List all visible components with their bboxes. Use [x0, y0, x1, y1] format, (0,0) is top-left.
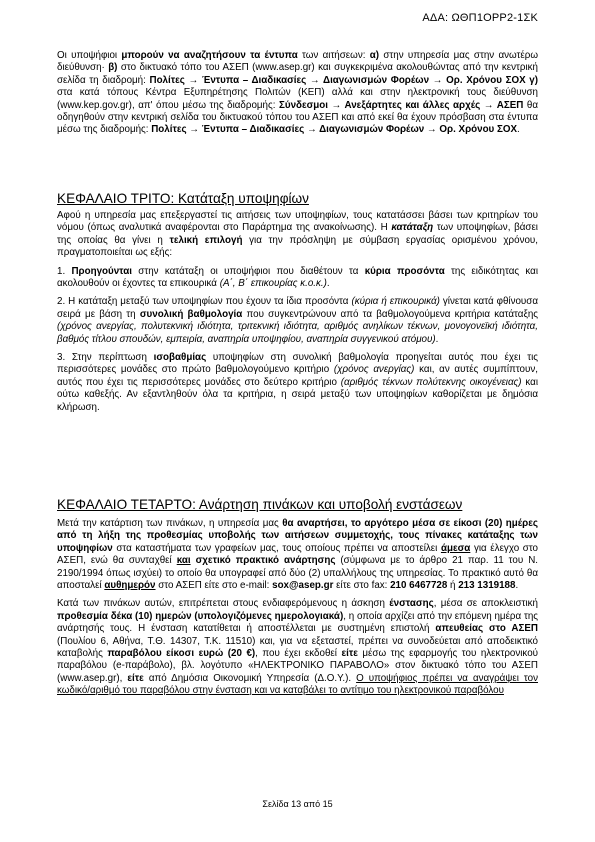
text-run: Μετά την κατάρτιση των πινάκων, η υπηρεσία μας	[57, 518, 283, 529]
text-run: .	[326, 278, 330, 290]
text-run: 1.	[57, 265, 72, 277]
text-run: για έλεγχο στο ΑΣΕΠ, ενώ θα συνταχθεί	[57, 542, 538, 567]
text-run: από Δημόσια Οικονομική Υπηρεσία (Δ.Ο.Υ.).	[143, 672, 357, 684]
text-run: , μέσα σε αποκλειστική	[433, 598, 538, 610]
text-run-bold: κύρια προσόντα	[364, 265, 445, 277]
text-run-italic: (κύρια ή επικουρικά)	[351, 296, 440, 308]
chapter3-paragraph-1	[57, 210, 538, 260]
intro-section	[57, 50, 538, 137]
chapter4-heading: ΚΕΦΑΛΑΙΟ ΤΕΤΑΡΤΟ: Ανάρτηση πινάκων και υποβολή ενστάσεων	[57, 497, 463, 512]
text-run: 2. Η κατάταξη μεταξύ των υποψηφίων που έχουν τα ίδια προσόντα	[57, 296, 352, 308]
chapter3-paragraph-4	[57, 352, 538, 414]
text-run: ή	[447, 580, 459, 592]
text-run-bold-underlined: άμεσα	[440, 542, 471, 554]
text-run: στα κατά τόπους Κέντρα Εξυπηρέτησης Πολιτών (ΚΕΠ) αλλά και στην ηλεκτρονική τους διεύθυνση (www.kep.gov.gr), απ' όπου μέσω της διαδρομής:	[57, 87, 538, 111]
text-run: , που έχει εκδοθεί	[255, 648, 342, 660]
intro-paragraph	[57, 50, 538, 137]
email-address: sox@asep.gr	[272, 580, 334, 592]
navigation-path-forms: Πολίτες → Έντυπα – Διαδικασίες → Διαγωνισμών Φορέων → Ορ. Χρόνου ΣΟΧ	[151, 124, 518, 136]
chapter3-paragraph-2	[57, 266, 538, 291]
text-run: θα οδηγηθούν στην κεντρική σελίδα του δικτυακού τόπου του ΑΣΕΠ και από εκεί θα έχουν πρόσβαση στα έντυπα μέσω της διαδρομής:	[57, 99, 538, 136]
text-run: στην κατάταξη οι υποψήφιοι που διαθέτουν τα	[132, 265, 365, 277]
text-run-italic: (αριθμός τέκνων πολύτεκνης οικογένειας)	[340, 376, 522, 388]
text-run-bold: απευθείας στο ΑΣΕΠ	[435, 623, 538, 635]
text-run: Οι υποψήφιοι	[57, 50, 122, 61]
text-run: που συγκεντρώνουν από τα βαθμολογούμενα κριτήρια κατάταξης	[242, 308, 539, 320]
fax-number: 213 1319188	[458, 580, 516, 592]
text-run-bold: είτε	[341, 648, 358, 660]
text-run: μέσω της εφαρμογής του ηλεκτρονικού παραβόλου (e-παράβολο), βλ. λογότυπο «ΗΛΕΚΤΡΟΝΙΚΟ ΠΑΡΑΒΟΛΟ» στον δικτυακό τόπο του ΑΣΕΠ (www.asep.gr),	[57, 648, 538, 684]
text-run: και ούτω καθεξής. Αν εξαντληθούν όλα τα κριτήρια, η σειρά μεταξύ των υποψηφίων καθορίζεται με δημόσια κλήρωση.	[57, 376, 538, 413]
text-run: .	[517, 124, 520, 136]
text-run-emphasis: κατάταξη	[391, 222, 434, 234]
text-run: είτε στο fax:	[333, 580, 391, 592]
text-run: γίνεται κατά φθίνουσα σειρά με βάση τη	[57, 296, 539, 320]
text-run: των αιτήσεων:	[297, 50, 370, 61]
text-run: , η οποία αρχίζει από την επόμενη ημέρα της ανάρτησής τους. Η ένσταση κατατίθεται ή αποστέλλεται με συστημένη επιστολή	[57, 610, 538, 635]
chapter4-paragraph-2	[57, 598, 538, 697]
text-run-bold: Προηγούνται	[71, 265, 133, 277]
text-run: των υποψηφίων, βάσει της οποίας θα γίνει η	[57, 222, 538, 246]
text-run: υποψηφίων στη συνολική βαθμολογία προηγείται αυτός που έχει τις περισσότερες μονάδες στο πρώτο βαθμολογούμενο κριτήριο	[57, 352, 538, 376]
text-run-bold: ισοβαθμίας	[153, 352, 207, 364]
text-run: .	[435, 333, 439, 345]
text-run: στο δικτυακό τόπο του ΑΣΕΠ (www.asep.gr) και συγκεκριμένα ακολουθώντας από την κεντρική σελίδα τη διαδρομή:	[57, 62, 538, 86]
navigation-path-kep: Σύνδεσμοι → Ανεξάρτητες και άλλες αρχές → ΑΣΕΠ	[278, 99, 524, 111]
chapter3-body	[57, 210, 538, 414]
text-run: για την πρόσληψη με σύμβαση εργασίας ορισμένου χρόνου, πραγματοποιείται ως εξής:	[57, 234, 538, 259]
text-run-bold: τελική επιλογή	[169, 234, 243, 246]
text-run-bold: σχετικό πρακτικό ανάρτησης	[195, 555, 336, 567]
ada-reference: ΑΔΑ: ΩΘΠ1ΟΡΡ2-1ΣΚ	[422, 12, 538, 24]
text-run-bold: συνολική βαθμολογία	[139, 308, 243, 320]
text-run-bold: είτε	[127, 672, 144, 684]
text-run-bold-underlined: και	[176, 555, 191, 567]
text-run-bold: παραβόλου είκοσι ευρώ (20 €)	[107, 648, 256, 660]
text-run: Αφού η υπηρεσία μας επεξεργαστεί τις αιτήσεις των υποψηφίων, τους κατατάσσει βάσει των κριτηρίων του νόμου (όπως αναλυτικά αναφέρονται στο Παράρτημα της ανακοίνωσης). Η	[57, 210, 538, 234]
text-run-italic: (Α΄, Β΄ επικουρίας κ.ο.κ.)	[219, 278, 327, 290]
navigation-path-asep: Πολίτες → Έντυπα – Διαδικασίες → Διαγωνισμών Φορέων → Ορ. Χρόνου ΣΟΧ	[149, 74, 526, 86]
text-run-bold: ένστασης	[389, 598, 434, 610]
chapter3-paragraph-3	[57, 296, 538, 346]
text-run-bold: θα αναρτήσει, το αργότερο μέσα σε είκοσι (20) ημέρες από τη λήξη της προθεσμίας υποβολής των αιτήσεων συμμετοχής, τους πίνακες κατάταξης των υποψηφίων	[57, 518, 538, 554]
text-run: (Πουλίου 6, Αθήνα, Τ.Θ. 14307, Τ.Κ. 11510) και, για να εξεταστεί, πρέπει να συνοδεύεται από αποδεικτικό καταβολής	[57, 635, 538, 660]
text-run-italic: (χρόνος ανεργίας)	[333, 364, 415, 376]
text-run: της ειδικότητας και ακολουθούν οι έχοντες τα επικουρικά	[57, 265, 538, 290]
fax-number: 210 6467728	[390, 580, 448, 592]
text-run-bold-underlined: αυθημερόν	[104, 580, 156, 592]
page-footer: Σελίδα 13 από 15	[262, 799, 333, 809]
chapter3-heading: ΚΕΦΑΛΑΙΟ ΤΡΙΤΟ: Κατάταξη υποψηφίων	[57, 191, 309, 206]
chapter4-body	[57, 518, 538, 698]
text-run: .	[515, 580, 519, 592]
text-run-italic: (χρόνος ανεργίας, πολυτεκνική ιδιότητα, τριτεκνική ιδιότητα, αριθμός ανηλίκων τέκνων, μονογονεϊκή ιδιότητα, βαθμός τίτλου σπουδών, εμπειρία, αναπηρία υποψηφίου, αναπηρία συγγενικού ατόμου)	[57, 321, 538, 345]
text-run: και, αν αυτές συμπίπτουν, αυτός που έχει τις περισσότερες μονάδες στο δεύτερο κριτήριο	[57, 364, 538, 388]
text-run: στα καταστήματα των γραφείων μας, τους οποίους πρέπει να αποστείλει	[112, 542, 441, 554]
text-run: στην υπηρεσία μας στην ανωτέρω διεύθυνση·	[57, 50, 539, 74]
list-marker: α)	[369, 50, 380, 61]
list-marker: γ)	[529, 74, 538, 86]
text-run: Κατά των πινάκων αυτών, επιτρέπεται στους ενδιαφερόμενους η άσκηση	[57, 598, 390, 610]
text-run-bold: μπορούν να αναζητήσουν τα έντυπα	[121, 50, 298, 61]
text-run: στο ΑΣΕΠ είτε στο e-mail:	[155, 580, 273, 592]
text-run: (σύμφωνα με το άρθρο 21 παρ. 11 του Ν. 2190/1994 όπως ισχύει) το οποίο θα υπογραφεί από δύο (2) υπαλλήλους της υπηρεσίας. Το πρακτικό αυτό θα αποσταλεί	[57, 555, 538, 592]
text-run: 3. Στην περίπτωση	[57, 352, 154, 364]
list-marker: β)	[108, 62, 118, 74]
text-run-bold: προθεσμία δέκα (10) ημερών (υπολογιζόμενες ημερολογιακά)	[57, 610, 344, 622]
text-run-underlined: Ο υποψήφιος πρέπει να αναγράψει τον κωδικό/αριθμό του παραβόλου στην ένσταση και να καταβάλει το αντίτιμο του ηλεκτρονικού παραβόλου	[57, 672, 538, 697]
chapter4-paragraph-1	[57, 518, 538, 592]
